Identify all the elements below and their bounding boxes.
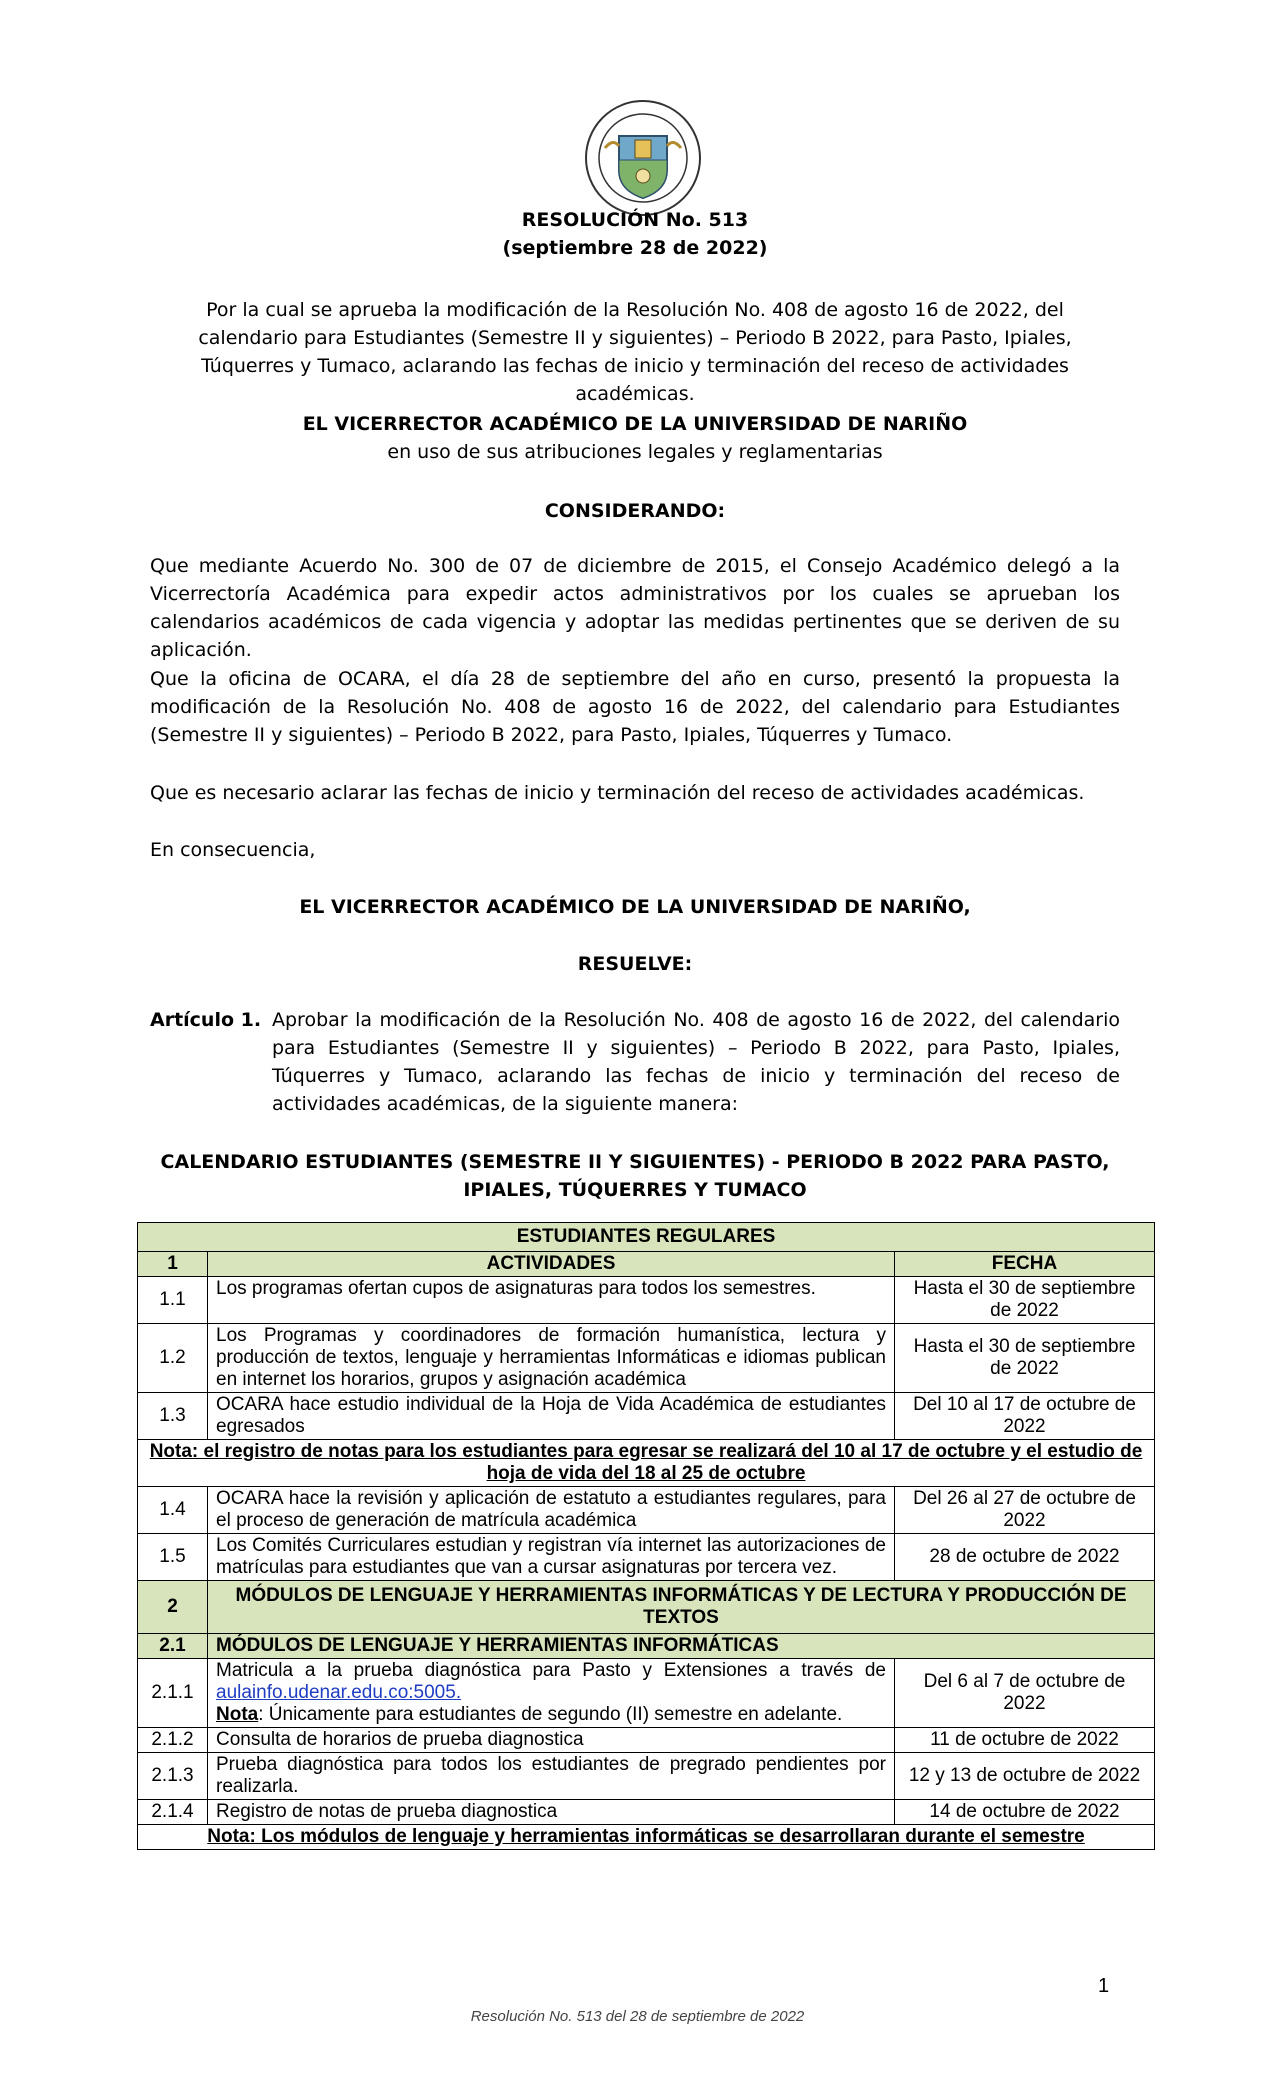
subsection-num: 2.1 <box>138 1634 208 1659</box>
row-activity <box>208 1659 895 1728</box>
row-num: 1.2 <box>138 1324 208 1393</box>
table-row <box>138 1728 1155 1753</box>
row-num: 2.1.4 <box>138 1800 208 1825</box>
calendar-title: CALENDARIO ESTUDIANTES (SEMESTRE II Y SIGUIENTES) - PERIODO B 2022 PARA PASTO, IPIALES, TÚQUERRES Y TUMACO <box>160 1151 1110 1201</box>
row-date: 11 de octubre de 2022 <box>895 1728 1155 1753</box>
note-2: Nota: Los módulos de lenguaje y herramientas informáticas se desarrollaran durante el semestre <box>138 1825 1155 1850</box>
row-activity: OCARA hace la revisión y aplicación de estatuto a estudiantes regulares, para el proceso de generación de matrícula académica <box>208 1487 895 1534</box>
calendar-table <box>137 1222 1155 1850</box>
authority-heading-2: EL VICERRECTOR ACADÉMICO DE LA UNIVERSIDAD DE NARIÑO, <box>299 896 971 918</box>
row-num: 2.1.1 <box>138 1659 208 1728</box>
col-date-header: FECHA <box>895 1252 1155 1277</box>
paragraph-4: En consecuencia, <box>150 839 316 861</box>
table-section-header <box>138 1223 1155 1252</box>
row-num: 1.3 <box>138 1393 208 1440</box>
authority-heading: EL VICERRECTOR ACADÉMICO DE LA UNIVERSIDAD DE NARIÑO <box>302 413 968 435</box>
note-1: Nota: el registro de notas para los estudiantes para egresar se realizará del 10 al 17 de octubre y el estudio de hoja de vida del 18 al 25 de octubre <box>138 1440 1155 1487</box>
row-activity: Los Programas y coordinadores de formación humanística, lectura y producción de textos, lenguaje y herramientas Informáticas e idiomas publican en internet los horarios, grupos y asignación académica <box>208 1324 895 1393</box>
row-activity: Consulta de horarios de prueba diagnostica <box>208 1728 895 1753</box>
row-date: Del 6 al 7 de octubre de 2022 <box>895 1659 1155 1728</box>
authority-subheading: en uso de sus atribuciones legales y reglamentarias <box>387 441 883 463</box>
article-label: Artículo 1. <box>150 1009 262 1031</box>
table-note-row <box>138 1440 1155 1487</box>
table-subsection-header <box>138 1634 1155 1659</box>
row-date: Hasta el 30 de septiembre de 2022 <box>895 1324 1155 1393</box>
table-section-2-header <box>138 1581 1155 1634</box>
row-num: 2.1.2 <box>138 1728 208 1753</box>
activity-text: Matricula a la prueba diagnóstica para Pasto y Extensiones a través de <box>216 1660 886 1681</box>
paragraph-2: Que la oficina de OCARA, el día 28 de septiembre del año en curso, presentó la propuesta la modificación de la Resolución No. 408 de agosto 16 de 2022, del calendario para Estudiantes (Semestre II y siguientes) – Periodo B 2022, para Pasto, Ipiales, Túquerres y Tumaco. <box>150 668 1120 746</box>
resuelve-heading: RESUELVE: <box>577 953 693 975</box>
table-row <box>138 1487 1155 1534</box>
row-date: Del 26 al 27 de octubre de 2022 <box>895 1487 1155 1534</box>
row-activity: OCARA hace estudio individual de la Hoja de Vida Académica de estudiantes egresados <box>208 1393 895 1440</box>
table-row <box>138 1534 1155 1581</box>
resolution-title: RESOLUCIÓN No. 513 <box>521 209 749 231</box>
row-num: 1.4 <box>138 1487 208 1534</box>
table-note-row <box>138 1825 1155 1850</box>
table-row <box>138 1393 1155 1440</box>
article-text: Aprobar la modificación de la Resolución No. 408 de agosto 16 de 2022, del calendario para Estudiantes (Semestre II y siguientes) – Periodo B 2022, para Pasto, Ipiales, Túquerres y Tumaco, aclarando las fechas de inicio y terminación del receso de actividades académicas, de la siguiente manera: <box>272 1009 1120 1115</box>
paragraph-3: Que es necesario aclarar las fechas de inicio y terminación del receso de actividades académicas. <box>150 782 1085 804</box>
table-row <box>138 1324 1155 1393</box>
col-num-header: 1 <box>138 1252 208 1277</box>
paragraph-1: Que mediante Acuerdo No. 300 de 07 de diciembre de 2015, el Consejo Académico delegó a la Vicerrectoría Académica para expedir actos administrativos por los cuales se aprueban los calendarios académicos de cada vigencia y adoptar las medidas pertinentes que se deriven de su aplicación. <box>150 555 1120 661</box>
table-row <box>138 1277 1155 1324</box>
resolution-subject: Por la cual se aprueba la modificación de la Resolución No. 408 de agosto 16 de 2022, del calendario para Estudiantes (Semestre II y siguientes) – Periodo B 2022, para Pasto, Ipiales, Túquerres y Tumaco, aclarando las fechas de inicio y terminación del receso de actividades académicas. <box>198 299 1072 405</box>
aulainfo-link[interactable]: aulainfo.udenar.edu.co:5005. <box>216 1682 462 1703</box>
section-2-title: MÓDULOS DE LENGUAJE Y HERRAMIENTAS INFORMÁTICAS Y DE LECTURA Y PRODUCCIÓN DE TEXTOS <box>208 1581 1155 1634</box>
row-date: 12 y 13 de octubre de 2022 <box>895 1753 1155 1800</box>
table-column-header <box>138 1252 1155 1277</box>
section-2-num: 2 <box>138 1581 208 1634</box>
page-footer: Resolución No. 513 del 28 de septiembre de 2022 <box>470 2008 805 2025</box>
section-title: ESTUDIANTES REGULARES <box>138 1223 1155 1252</box>
row-num: 2.1.3 <box>138 1753 208 1800</box>
table-row <box>138 1753 1155 1800</box>
row-date: Hasta el 30 de septiembre de 2022 <box>895 1277 1155 1324</box>
row-activity: Los Comités Curriculares estudian y registran vía internet las autorizaciones de matrículas para estudiantes que van a cursar asignaturas por tercera vez. <box>208 1534 895 1581</box>
page-number: 1 <box>1098 1975 1110 1997</box>
note-label: Nota <box>216 1704 259 1725</box>
row-activity: Los programas ofertan cupos de asignaturas para todos los semestres. <box>208 1277 895 1324</box>
table-row <box>138 1659 1155 1728</box>
subsection-title: MÓDULOS DE LENGUAJE Y HERRAMIENTAS INFORMÁTICAS <box>208 1634 1155 1659</box>
row-date: Del 10 al 17 de octubre de 2022 <box>895 1393 1155 1440</box>
row-num: 1.1 <box>138 1277 208 1324</box>
university-seal-logo <box>583 98 703 218</box>
row-date: 14 de octubre de 2022 <box>895 1800 1155 1825</box>
row-activity: Prueba diagnóstica para todos los estudiantes de pregrado pendientes por realizarla. <box>208 1753 895 1800</box>
col-activities-header: ACTIVIDADES <box>208 1252 895 1277</box>
row-num: 1.5 <box>138 1534 208 1581</box>
row-activity: Registro de notas de prueba diagnostica <box>208 1800 895 1825</box>
row-date: 28 de octubre de 2022 <box>895 1534 1155 1581</box>
resolution-date: (septiembre 28 de 2022) <box>502 237 768 259</box>
considerando-heading: CONSIDERANDO: <box>544 500 726 522</box>
table-row <box>138 1800 1155 1825</box>
note-text: : Únicamente para estudiantes de segundo (II) semestre en adelante. <box>258 1704 843 1725</box>
